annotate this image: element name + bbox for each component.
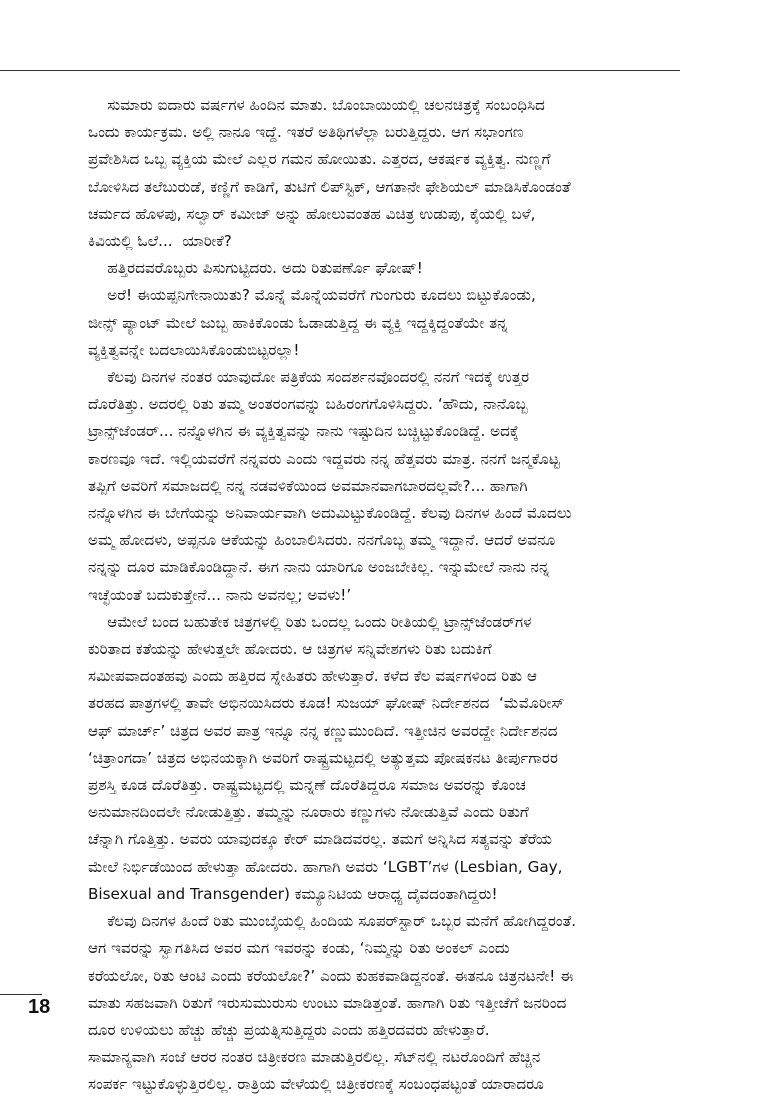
text-line: ದೊರೆತಿತ್ತು. ಅದರಲ್ಲಿ ರಿತು ತಮ್ಮ ಅಂತರಂಗವನ್ನು ಬಹಿರಂಗಗೊಳಿಸಿದ್ದರು. ‘ಹೌದು, ನಾನೊಬ್ಬ xyxy=(88,395,528,414)
text-line: ‘ಚಿತ್ರಾಂಗದಾ’ ಚಿತ್ರದ ಅಭಿನಯಕ್ಕಾಗಿ ಅವರಿಗೆ ರಾಷ್ಟ್ರಮಟ್ಟದಲ್ಲಿ ಅತ್ಯುತ್ತಮ ಪೋಷಕನಟ ತೀರ್ಪುಗಾರರ xyxy=(88,748,558,767)
text-line: ಸಮೀಪವಾದಂತಹವು ಎಂದು ಹತ್ತಿರದ ಸ್ನೇಹಿತರು ಹೇಳುತ್ತಾರೆ. ಕಳೆದ ಕೆಲ ವರ್ಷಗಳಿಂದ ರಿತು ಆ xyxy=(88,667,537,686)
text-line: Bisexual and Transgender) ಕಮ್ಯೂನಿಟಿಯ ಆರಾಧ್ಯ ದೈವದಂತಾಗಿದ್ದರು! xyxy=(88,884,498,903)
text-line: ಆಗ ಇವರನ್ನು ಸ್ವಾಗತಿಸಿದ ಅವರ ಮಗ ಇವರನ್ನು ಕಂಡು, ‘ನಿಮ್ಮನ್ನು ರಿತು ಅಂಕಲ್ ಎಂದು xyxy=(88,939,510,958)
text-line: ಒಂದು ಕಾರ್ಯಕ್ರಮ. ಅಲ್ಲಿ ನಾನೂ ಇದ್ದೆ. ಇತರೆ ಅತಿಥಿಗಳೆಲ್ಲಾ ಬರುತ್ತಿದ್ದರು. ಆಗ ಸಭಾಂಗಣ xyxy=(88,123,524,142)
text-line: ನನ್ನೊಳಗಿನ ಈ ಬೇಗೆಯನ್ನು ಅನಿವಾರ್ಯವಾಗಿ ಅದುಮಿಟ್ಟುಕೊಂಡಿದ್ದೆ. ಕೆಲವು ದಿನಗಳ ಹಿಂದೆ ಮೊದಲು xyxy=(88,504,572,523)
text-line: ಪ್ರವೇಶಿಸಿದ ಒಬ್ಬ ವ್ಯಕ್ತಿಯ ಮೇಲೆ ಎಲ್ಲರ ಗಮನ ಹೋಯಿತು. ಎತ್ತರದ, ಆಕರ್ಷಕ ವ್ಯಕ್ತಿತ್ವ. ನುಣ್ಣಗೆ xyxy=(88,150,551,169)
text-line: ವ್ಯಕ್ತಿತ್ವವನ್ನೇ ಬದಲಾಯಿಸಿಕೊಂಡುಬಿಟ್ಟರಲ್ಲಾ! xyxy=(88,340,300,359)
header-rule xyxy=(0,70,680,71)
text-line: ಕುರಿತಾದ ಕತೆಯನ್ನು ಹೇಳುತ್ತಲೇ ಹೋದರು. ಆ ಚಿತ್ರಗಳ ಸನ್ನಿವೇಶಗಳು ರಿತು ಬದುಕಿಗೆ xyxy=(88,640,492,659)
text-line: ಪ್ರಶಸ್ತಿ ಕೂಡ ದೊರೆತಿತ್ತು. ರಾಷ್ಟ್ರಮಟ್ಟದಲ್ಲಿ ಮನ್ನಣೆ ದೊರೆತಿದ್ದರೂ ಸಮಾಜ ಅವರನ್ನು ಕೊಂಚ xyxy=(88,776,526,795)
text-line: ತಪ್ಪಿಗೆ ಅವರಿಗೆ ಸಮಾಜದಲ್ಲಿ ನನ್ನ ನಡವಳಿಕೆಯಿಂದ ಅವಮಾನವಾಗಬಾರದಲ್ಲವೇ?... ಹಾಗಾಗಿ xyxy=(88,476,528,495)
text-line: ಕರೆಯಲೋ, ರಿತು ಆಂಟಿ ಎಂದು ಕರೆಯಲೋ?’ ಎಂದು ಕುಹಕವಾಡಿದ್ದನಂತೆ. ಈತನೂ ಚಿತ್ರನಟನೇ! ಈ xyxy=(88,966,574,985)
text-line: ಹತ್ತಿರದವರೊಬ್ಬರು ಪಿಸುಗುಟ್ಟಿದರು. ಅದು ರಿತುಪರ್ಣೊ ಘೋಷ್! xyxy=(88,259,423,278)
footer-rule xyxy=(0,994,42,995)
text-line: ತರಹದ ಪಾತ್ರಗಳಲ್ಲಿ ತಾವೇ ಅಭಿನಯಿಸಿದರು ಕೂಡ! ಸುಜಯ್ ಘೋಷ್ ನಿರ್ದೇಶನದ ‘ಮೆಮೊರೀಸ್ xyxy=(88,694,565,713)
text-line: ಇಚ್ಛೆಯಂತೆ ಬದುಕುತ್ತೇನೆ... ನಾನು ಅವನಲ್ಲ; ಅವಳು!’ xyxy=(88,585,352,604)
text-line: ಆಫ್ ಮಾರ್ಚ್’ ಚಿತ್ರದ ಅವರ ಪಾತ್ರ ಇನ್ನೂ ನನ್ನ ಕಣ್ಣುಮುಂದಿದೆ. ಇತ್ತೀಚಿನ ಅವರದ್ದೇ ನಿರ್ದೇಶನದ xyxy=(88,721,558,740)
text-line: ದೂರ ಉಳಿಯಲು ಹೆಚ್ಚು ಹೆಚ್ಚು ಪ್ರಯತ್ನಿಸುತ್ತಿದ್ದರು ಎಂದು ಹತ್ತಿರದವರು ಹೇಳುತ್ತಾರೆ. xyxy=(88,1020,490,1039)
text-line: ಬೋಳಿಸಿದ ತಲೆಬುರುಡೆ, ಕಣ್ಣಿಗೆ ಕಾಡಿಗೆ, ತುಟಿಗೆ ಲಿಪ್‌ಸ್ಟಿಕ್, ಆಗತಾನೇ ಫೇಶಿಯಲ್ ಮಾಡಿಸಿಕೊಂಡಂತೆ xyxy=(88,177,571,196)
text-line: ಸಾಮಾನ್ಯವಾಗಿ ಸಂಜೆ ಆರರ ನಂತರ ಚಿತ್ರೀಕರಣ ಮಾಡುತ್ತಿರಲಿಲ್ಲ. ಸೆಟ್‌ನಲ್ಲಿ ನಟರೊಂದಿಗೆ ಹೆಚ್ಚಿನ xyxy=(88,1048,541,1067)
page-number: 18 xyxy=(28,996,51,1018)
text-line: ಮೇಲೆ ನಿರ್ಭಿಡೆಯಿಂದ ಹೇಳುತ್ತಾ ಹೋದರು. ಹಾಗಾಗಿ ಅವರು ‘LGBT’ಗಳ (Lesbian, Gay, xyxy=(88,857,563,876)
text-line: ಮಾತು ಸಹಜವಾಗಿ ರಿತುಗೆ ಇರುಸುಮುರುಸು ಉಂಟು ಮಾಡಿತ್ತಂತೆ. ಹಾಗಾಗಿ ರಿತು ಇತ್ತೀಚೆಗೆ ಜನರಿಂದ xyxy=(88,993,567,1012)
text-line: ಕಾರಣವೂ ಇದೆ. ಇಲ್ಲಿಯವರೆಗೆ ನನ್ನವರು ಎಂದು ಇದ್ದವರು ನನ್ನ ಹೆತ್ತವರು ಮಾತ್ರ. ನನಗೆ ಜನ್ಮಕೊಟ್ಟ xyxy=(88,449,560,468)
text-line: ಅಮ್ಮ ಹೋದಳು, ಅಪ್ಪನೂ ಆಕೆಯನ್ನು ಹಿಂಬಾಲಿಸಿದರು. ನನಗೊಬ್ಬ ತಮ್ಮ ಇದ್ದಾನೆ. ಆದರೆ ಅವನೂ xyxy=(88,531,556,550)
text-line: ಆಮೇಲೆ ಬಂದ ಬಹುತೇಕ ಚಿತ್ರಗಳಲ್ಲಿ ರಿತು ಒಂದಲ್ಲ ಒಂದು ರೀತಿಯಲ್ಲಿ ಟ್ರಾನ್ಸ್‌ಜೆಂಡರ್‌ಗಳ xyxy=(88,612,532,631)
text-line: ನನ್ನನ್ನು ದೂರ ಮಾಡಿಕೊಂಡಿದ್ದಾನೆ. ಈಗ ನಾನು ಯಾರಿಗೂ ಅಂಜಬೇಕಿಲ್ಲ. ಇನ್ನುಮೇಲೆ ನಾನು ನನ್ನ xyxy=(88,558,550,577)
text-line: ಅನುಮಾನದಿಂದಲೇ ನೋಡುತ್ತಿತ್ತು. ತಮ್ಮನ್ನು ನೂರಾರು ಕಣ್ಣುಗಳು ನೋಡುತ್ತಿವೆ ಎಂದು ರಿತುಗೆ xyxy=(88,803,529,822)
text-line: ಕೆಲವು ದಿನಗಳ ಹಿಂದೆ ರಿತು ಮುಂಬೈಯಲ್ಲಿ ಹಿಂದಿಯ ಸೂಪರ್‌ಸ್ಟಾರ್ ಒಬ್ಬರ ಮನೆಗೆ ಹೋಗಿದ್ದರಂತೆ. xyxy=(88,912,577,931)
text-line: ಅರೆ! ಈಯಪ್ಪನಿಗೇನಾಯಿತು? ಮೊನ್ನೆ ಮೊನ್ನೆಯವರೆಗೆ ಗುಂಗುರು ಕೂದಲು ಬಿಟ್ಟುಕೊಂಡು, xyxy=(88,286,536,305)
article-body xyxy=(88,92,688,1099)
text-line: ಟ್ರಾನ್ಸ್‌ಜೆಂಡರ್... ನನ್ನೊಳಗಿನ ಈ ವ್ಯಕ್ತಿತ್ವವನ್ನು ನಾನು ಇಷ್ಟುದಿನ ಬಚ್ಚಿಟ್ಟುಕೊಂಡಿದ್ದೆ. ಅದಕ್ಕೆ xyxy=(88,422,519,441)
text-line: ಜೀನ್ಸ್ ಪ್ಯಾಂಟ್ ಮೇಲೆ ಜುಬ್ಬ ಹಾಕಿಕೊಂಡು ಓಡಾಡುತ್ತಿದ್ದ ಈ ವ್ಯಕ್ತಿ ಇದ್ದಕ್ಕಿದ್ದಂತೆಯೇ ತನ್ನ xyxy=(88,313,508,332)
text-line: ಸುಮಾರು ಐದಾರು ವರ್ಷಗಳ ಹಿಂದಿನ ಮಾತು. ಬೊಂಬಾಯಿಯಲ್ಲಿ ಚಲನಚಿತ್ರಕ್ಕೆ ಸಂಬಂಧಿಸಿದ xyxy=(88,96,545,114)
text-line: ಕೆಲವು ದಿನಗಳ ನಂತರ ಯಾವುದೋ ಪತ್ರಿಕೆಯ ಸಂದರ್ಶನವೊಂದರಲ್ಲಿ ನನಗೆ ಇದಕ್ಕೆ ಉತ್ತರ xyxy=(88,368,530,387)
text-line: ಕಿವಿಯಲ್ಲಿ ಓಲೆ... ಯಾರೀಕೆ? xyxy=(88,232,232,251)
text-line: ಚರ್ಮದ ಹೊಳಪು, ಸಲ್ವಾರ್ ಕಮೀಜ್ ಅನ್ನು ಹೋಲುವಂತಹ ವಿಚಿತ್ರ ಉಡುಪು, ಕೈಯಲ್ಲಿ ಬಳೆ, xyxy=(88,204,536,223)
text-line: ಸಂಪರ್ಕ ಇಟ್ಟುಕೊಳ್ಳುತ್ತಿರಲಿಲ್ಲ. ರಾತ್ರಿಯ ವೇಳೆಯಲ್ಲಿ ಚಿತ್ರೀಕರಣಕ್ಕೆ ಸಂಬಂಧಪಟ್ಟಂತೆ ಯಾರಾದರೂ xyxy=(88,1075,544,1094)
text-line: ಚೆನ್ನಾಗಿ ಗೊತ್ತಿತ್ತು. ಅವರು ಯಾವುದಕ್ಕೂ ಕೇರ್ ಮಾಡಿದವರಲ್ಲ. ತಮಗೆ ಅನ್ನಿಸಿದ ಸತ್ಯವನ್ನು ತೆರೆಯ xyxy=(88,830,553,849)
